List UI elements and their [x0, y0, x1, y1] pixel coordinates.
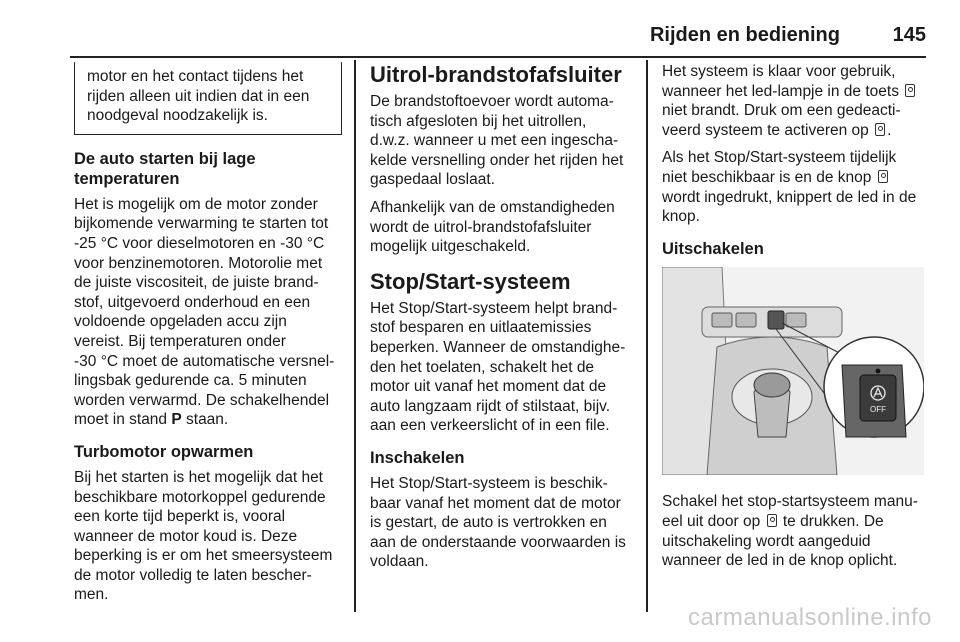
page-header [70, 24, 926, 54]
text-line: beperking is er om het smeersysteem [74, 547, 333, 565]
column-divider-1 [354, 60, 356, 612]
stop-start-button-illustration [662, 267, 924, 475]
text-line: auto langzaam rijdt of stilstaat, bijv. [370, 397, 611, 415]
site-watermark: carmanualsonline.info [688, 604, 932, 631]
stop-start-button-icon [878, 170, 888, 183]
text-line: beperken. Wanneer de omstandighe- [370, 338, 626, 356]
column-1 [74, 62, 342, 613]
stop-start-button-icon [875, 123, 885, 136]
paragraph-unavailable [662, 148, 928, 226]
heading-line: De auto starten bij lage [74, 149, 256, 168]
column-3 [662, 62, 928, 579]
note-line: motor en het contact tijdens het [87, 68, 304, 85]
text-line: wanneer de led in de knop oplicht. [662, 552, 898, 570]
text-run: niet beschikbaar is en de knop [662, 168, 872, 186]
text-line: worden verwarmd. De schakelhendel [74, 391, 330, 409]
text-run: wanneer het led-lampje in de toets [662, 82, 899, 100]
text-line: niet brandt. Druk om een gedeacti- [662, 102, 901, 120]
heading-stop-start: Stop/Start-systeem [370, 268, 571, 294]
text-line: Het systeem is klaar voor gebruik, [662, 63, 896, 80]
gear-position-p: P [171, 411, 182, 429]
text-line: Bij het starten is het mogelijk dat het [74, 468, 323, 486]
text-line: d.w.z. wanneer u met een ingescha- [370, 132, 619, 150]
paragraph-switch-on [370, 474, 636, 572]
text-line [662, 82, 928, 102]
text-line [74, 410, 342, 430]
text-line: lingsbak gedurende ca. 5 minuten [74, 372, 307, 390]
text-line: baar vanaf het moment dat de motor [370, 494, 621, 512]
text-line: Het Stop/Start-systeem is beschik- [370, 474, 608, 492]
text-line: aan de onderstaande voorwaarden is [370, 533, 626, 551]
text-run: veerd systeem te activeren op [662, 121, 869, 139]
text-line: den het toelaten, schakelt het de [370, 358, 595, 376]
text-line: bijkomende verwarming te starten tot [74, 215, 329, 233]
warning-note-box [74, 62, 342, 135]
text-line: stof, uitgevoerd onderhoud en een [74, 293, 311, 311]
text-line: de juiste viscositeit, de juiste brand- [74, 274, 319, 292]
paragraph-cold-start [74, 195, 342, 430]
page-number: 145 [892, 24, 926, 46]
paragraph-ready [662, 62, 928, 140]
text-line: -25 °C voor dieselmotoren en -30 °C [74, 234, 325, 252]
text-line: voldaan. [370, 553, 429, 571]
text-line: Het Stop/Start-systeem helpt brand- [370, 299, 618, 317]
text-line: mogelijk uitgeschakeld. [370, 238, 531, 256]
text-run: eel uit door op [662, 512, 761, 530]
heading-switch-off: Uitschakelen [662, 239, 764, 258]
header-rule [70, 56, 926, 58]
paragraph-switch-off [662, 492, 928, 570]
text-line: stof besparen en uitlaatemissies [370, 319, 592, 337]
stop-start-button-icon [905, 84, 915, 97]
off-label: OFF [870, 404, 886, 414]
text-line: voor benzinemotoren. Motorolie met [74, 254, 323, 272]
text-line: -30 °C moet de automatische versnel- [74, 352, 335, 370]
text-line: wordt de uitrol-brandstofafsluiter [370, 218, 592, 236]
heading-turbo: Turbomotor opwarmen [74, 442, 254, 461]
text-line: kelde versnelling onder het rijden het [370, 151, 624, 169]
paragraph-decel-1 [370, 92, 636, 190]
text-line: Schakel het stop-startsysteem manu- [662, 493, 918, 511]
text-line: men. [74, 586, 109, 604]
text-line: beschikbare motorkoppel gedurende [74, 488, 326, 506]
text-line: voldoende opgeladen accu zijn [74, 313, 287, 331]
column-divider-2 [646, 60, 648, 612]
text-line [662, 512, 928, 532]
heading-cold-start [74, 149, 342, 189]
column-2 [370, 62, 636, 580]
paragraph-decel-2 [370, 198, 636, 257]
text-line: de motor volledig te laten bescher- [74, 566, 312, 584]
paragraph-stop-start [370, 299, 636, 436]
text-line: Het is mogelijk om de motor zonder [74, 195, 318, 213]
text-run: te drukken. De [782, 512, 884, 530]
text-line: veerd systeem te activeren op . [662, 121, 892, 139]
text-line: gaspedaal loslaat. [370, 171, 495, 189]
text-line: knop. [662, 208, 700, 226]
text-line: uitschakeling wordt aangeduid [662, 532, 871, 550]
stop-start-button-icon [767, 514, 777, 527]
section-title: Rijden en bediening [649, 24, 840, 46]
text-line: Afhankelijk van de omstandigheden [370, 198, 615, 216]
heading-line: temperaturen [74, 169, 180, 188]
heading-switch-on: Inschakelen [370, 448, 465, 467]
text-line: aan een verkeerslicht of in een file. [370, 417, 610, 435]
paragraph-turbo [74, 468, 342, 605]
text-line: Als het Stop/Start-systeem tijdelijk [662, 149, 897, 167]
text-line: tisch afgesloten bij het uitrollen, [370, 112, 587, 130]
note-line: rijden alleen uit indien dat in een [87, 87, 310, 105]
text-line: vereist. Bij temperaturen onder [74, 332, 286, 350]
text-line: een korte tijd beperkt is, vooral [74, 508, 286, 526]
heading-decel-fuel-cutoff: Uitrol-brandstofafsluiter [370, 62, 622, 87]
text-run: staan. [181, 411, 229, 429]
text-line: wanneer de motor koud is. Deze [74, 527, 298, 545]
text-line: wordt ingedrukt, knippert de led in de [662, 188, 917, 206]
text-run: moet in stand [74, 411, 172, 429]
text-line: De brandstoftoevoer wordt automa- [370, 93, 614, 110]
note-line: noodgeval noodzakelijk is. [87, 107, 268, 125]
text-line: motor uit vanaf het moment dat de [370, 378, 607, 396]
text-line: is gestart, de auto is vertrokken en [370, 514, 607, 532]
text-line [662, 168, 928, 188]
